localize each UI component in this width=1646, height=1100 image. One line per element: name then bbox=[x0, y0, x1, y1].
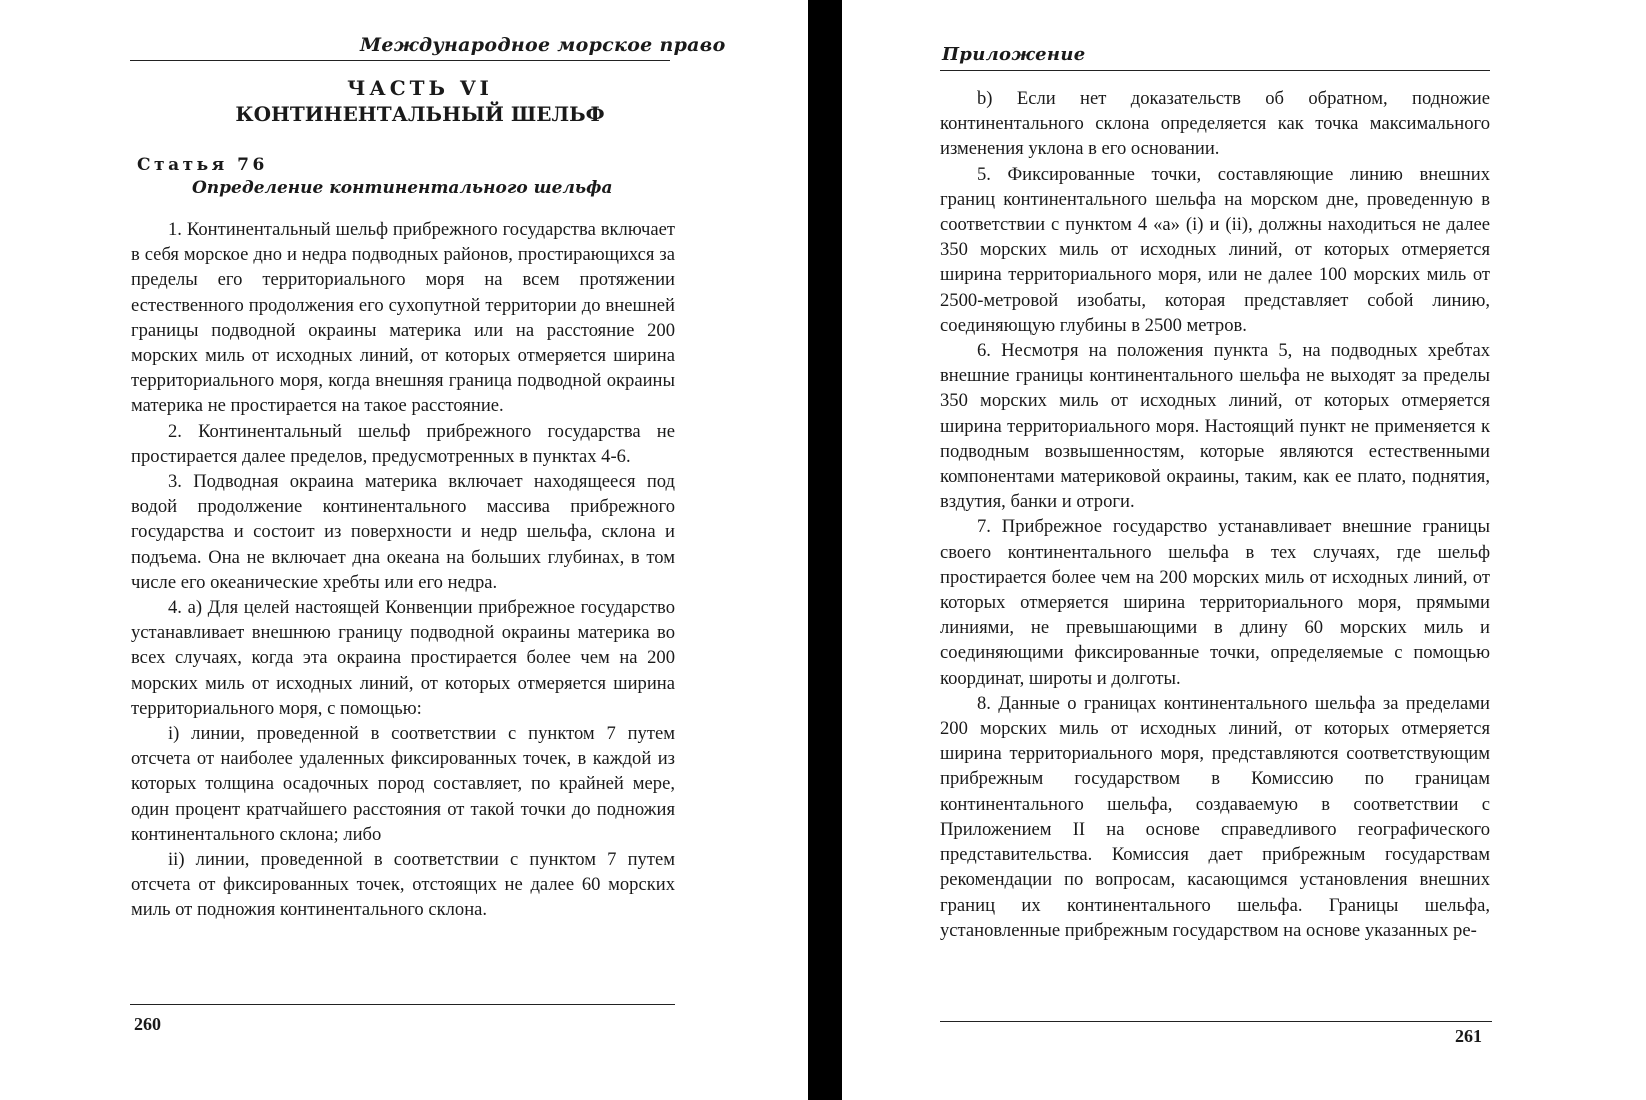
paragraph: 4. а) Для целей настоящей Конвенции прибрежное государство устанавливает внешнюю границу подводной окраины материка во всех случаях, когда эта окраина простирается более чем на 200 морских миль от исходных линий, от которых отмеряется ширина территориального моря, с помощью: bbox=[131, 597, 675, 719]
paragraph: 2. Континентальный шельф прибрежного государства не простирается далее пределов, предусмотренных в пунктах 4-6. bbox=[131, 420, 675, 467]
page-number-right: 261 bbox=[1455, 1026, 1482, 1046]
paragraph: 1. Континентальный шельф прибрежного государства включает в себя морское дно и недра подводных районов, простирающихся за пределы его территориального моря на всем протяжении естественного продолжения его сухопутной территории до внешней границы подводной окраины материка или на расстояние 200 морских миль от исходных линий, от которых отмеряется ширина территориального моря, когда внешняя граница подводной окраины материка не простирается на такое расстояние. bbox=[131, 219, 675, 417]
paragraph: i) линии, проведенной в соответствии с пунктом 7 путем отсчета от наиболее удаленных фиксированных точек, в каждой из которых толщина осадочных пород составляет, по крайней мере, один процент кратчайшего расстояния от такой точки до подножия континентального склона; либо bbox=[131, 723, 675, 845]
footer-rule-right bbox=[940, 1021, 1492, 1022]
paragraph: 5. Фиксированные точки, составляющие линию внешних границ континентального шельфа на морском дне, проведенную в соответствии с пунктом 4 «а» (i) и (ii), должны находиться не далее 350 морских миль от исходных линий, от которых отмеряется ширина территориального моря, или не далее 100 морских миль от 2500-метровой изобаты, которая представляет собой линию, соединяющую глубины в 2500 метров. bbox=[940, 163, 1490, 336]
left-page bbox=[0, 0, 800, 1100]
paragraph: ii) линии, проведенной в соответствии с пунктом 7 путем отсчета от фиксированных точек, отстоящих не далее 60 морских миль от подножия континентального склона. bbox=[131, 849, 675, 921]
right-page bbox=[830, 0, 1646, 1100]
paragraph: 8. Данные о границах континентального шельфа за пределами 200 морских миль от исходных линий, от которых отмеряется ширина территориального моря, представляются соответствующим прибрежным государством в Комиссию по границам континентального шельфа, создаваемую в соответствии с Приложением II на основе справедливого географического представительства. Комиссия дает прибрежным государствам рекомендации по вопросам, касающимся установления внешних границ их континентального шельфа. Границы шельфа, установленные прибрежным государством на основе указанных ре- bbox=[940, 692, 1490, 941]
footer-rule-left bbox=[130, 1004, 675, 1005]
paragraph: b) Если нет доказательств об обратном, подножие континентального склона определяется как точка максимального изменения уклона в его основании. bbox=[940, 88, 1490, 160]
running-head-right: Приложение bbox=[942, 44, 1086, 65]
article-heading: Определение континентального шельфа bbox=[192, 178, 613, 198]
paragraph: 7. Прибрежное государство устанавливает внешние границы своего континентального шельфа в тех случаях, где шельф простирается более чем на 200 морских миль от исходных линий, от которых отмеряется ширина территориального моря, прямыми линиями, не превышающими в длину 60 морских миль и соединяющими фиксированные точки, определяемые с помощью координат, широты и долготы. bbox=[940, 516, 1490, 689]
page-number-left: 260 bbox=[134, 1014, 161, 1034]
part-title bbox=[135, 75, 705, 127]
paragraph: 3. Подводная окраина материка включает находящееся под водой продолжение континентального массива прибрежного государства и состоит из поверхности и недр шельфа, склона и подъема. Она не включает дна океана на больших глубинах, в том числе его океанические хребты или его недра. bbox=[131, 471, 675, 593]
part-name: КОНТИНЕНТАЛЬНЫЙ ШЕЛЬФ bbox=[235, 102, 605, 126]
right-body-text bbox=[940, 86, 1490, 943]
running-head-left: Международное морское право bbox=[360, 34, 726, 56]
header-rule-right bbox=[940, 70, 1490, 71]
article-label: Статья 76 bbox=[137, 155, 268, 175]
left-body-text bbox=[131, 217, 675, 923]
paragraph: 6. Несмотря на положения пункта 5, на подводных хребтах внешние границы континентального шельфа не выходят за пределы 350 морских миль от исходных линий, от которых отмеряется ширина территориального моря. Настоящий пункт не применяется к подводным возвышенностям, которые являются естественными компонентами материковой окраины, таким, как ее плато, поднятия, вздутия, банки и отроги. bbox=[940, 340, 1490, 513]
header-rule-left bbox=[130, 60, 670, 61]
part-number: ЧАСТЬ VI bbox=[347, 76, 493, 100]
